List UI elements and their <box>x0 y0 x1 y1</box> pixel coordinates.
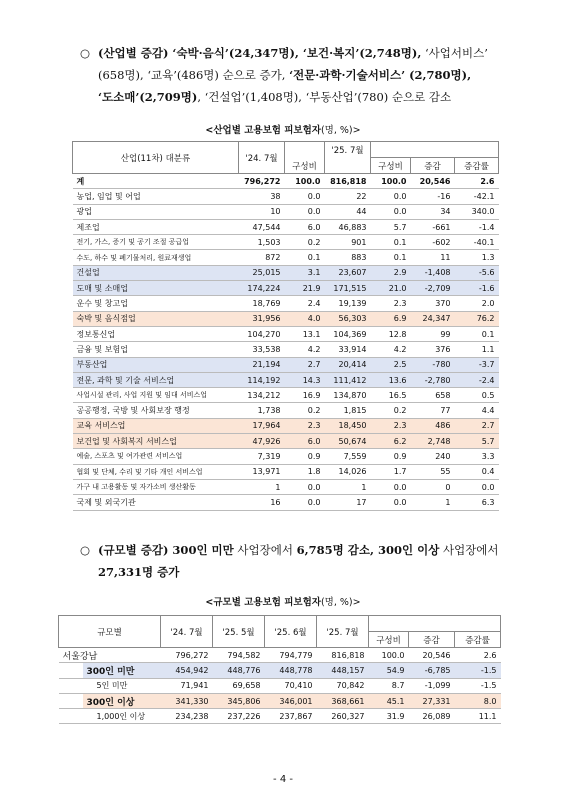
industry-cell: 운수 및 창고업 <box>73 296 239 311</box>
value-cell: 174,224 <box>239 281 285 296</box>
value-cell: 45.1 <box>369 693 409 708</box>
value-cell: 18,769 <box>239 296 285 311</box>
indent-cell <box>59 693 83 708</box>
industry-cell: 숙박 및 음식점업 <box>73 311 239 326</box>
value-cell: 77 <box>411 403 455 418</box>
table-row <box>59 709 501 724</box>
value-cell: 22 <box>325 189 371 204</box>
industry-cell: 금융 및 보험업 <box>73 342 239 357</box>
size-table-caption <box>0 594 566 608</box>
value-cell: 2.3 <box>371 418 411 433</box>
value-cell: -2,709 <box>411 281 455 296</box>
industry-cell: 협회 및 단체, 수리 및 기타 개인 서비스업 <box>73 464 239 479</box>
value-cell: 2.4 <box>285 296 325 311</box>
caption1-unit: (명, %)> <box>320 125 361 136</box>
industry-cell: 예술, 스포츠 및 여가관련 서비스업 <box>73 449 239 464</box>
value-cell: 794,582 <box>213 648 265 663</box>
value-cell: 14,026 <box>325 464 371 479</box>
industry-cell: 정보통신업 <box>73 326 239 341</box>
table-row <box>73 189 499 204</box>
value-cell: 6.0 <box>285 434 325 449</box>
value-cell: 0.0 <box>285 495 325 510</box>
value-cell: 4.0 <box>285 311 325 326</box>
value-cell: 24,347 <box>411 311 455 326</box>
value-cell: 21.0 <box>371 281 411 296</box>
value-cell: 0.2 <box>285 235 325 250</box>
value-cell: -2.4 <box>455 372 499 387</box>
value-cell: 1,503 <box>239 235 285 250</box>
value-cell: 12.8 <box>371 326 411 341</box>
value-cell: 1.1 <box>455 342 499 357</box>
value-cell: 99 <box>411 326 455 341</box>
table-row <box>73 311 499 326</box>
value-cell: 2.6 <box>455 174 499 189</box>
value-cell: 17,964 <box>239 418 285 433</box>
value-cell: 0 <box>411 479 455 494</box>
value-cell: 816,818 <box>317 648 369 663</box>
y24-header: '24. 7월 <box>239 142 285 174</box>
value-cell: -3.7 <box>455 357 499 372</box>
industry-cell: 가구 내 고용활동 및 자가소비 생산활동 <box>73 479 239 494</box>
table-row <box>59 663 501 678</box>
table-row <box>59 693 501 708</box>
table-row <box>73 495 499 510</box>
indent-cell <box>59 663 83 678</box>
value-cell: 38 <box>239 189 285 204</box>
size-header: 규모별 <box>59 616 161 648</box>
value-cell: 260,327 <box>317 709 369 724</box>
value-cell: 50,674 <box>325 434 371 449</box>
table-row <box>73 357 499 372</box>
table-row <box>73 434 499 449</box>
table-row <box>73 235 499 250</box>
value-cell: -780 <box>411 357 455 372</box>
value-cell: 341,330 <box>161 693 213 708</box>
value-cell: 883 <box>325 250 371 265</box>
value-cell: 2.3 <box>371 296 411 311</box>
value-cell: 55 <box>411 464 455 479</box>
value-cell: 0.5 <box>455 388 499 403</box>
value-cell: 1 <box>239 479 285 494</box>
industry-table <box>72 141 499 511</box>
value-cell: 47,926 <box>239 434 285 449</box>
value-cell: 6.2 <box>371 434 411 449</box>
value-cell: 54.9 <box>369 663 409 678</box>
value-cell: 21.9 <box>285 281 325 296</box>
value-cell: 0.4 <box>455 464 499 479</box>
value-cell: 376 <box>411 342 455 357</box>
value-cell: -1.6 <box>455 281 499 296</box>
value-cell: 0.1 <box>455 326 499 341</box>
industry-summary-paragraph <box>80 42 510 108</box>
value-cell: 0.0 <box>285 204 325 219</box>
value-cell: 448,778 <box>265 663 317 678</box>
value-cell: 104,369 <box>325 326 371 341</box>
value-cell: 0.0 <box>371 189 411 204</box>
value-cell: 171,515 <box>325 281 371 296</box>
caption2-unit: (명, %)> <box>320 597 361 608</box>
value-cell: 240 <box>411 449 455 464</box>
size-text-1a: (규모별 증감) 300인 미만 <box>98 543 234 557</box>
value-cell: 0.0 <box>285 189 325 204</box>
value-cell: 27,331 <box>409 693 455 708</box>
value-cell: 368,661 <box>317 693 369 708</box>
value-cell: 237,226 <box>213 709 265 724</box>
value-cell: -661 <box>411 219 455 234</box>
value-cell: 448,157 <box>317 663 369 678</box>
size-text-1b: 사업장에서 <box>233 543 297 557</box>
value-cell: 20,546 <box>411 174 455 189</box>
size-text-1d: 사업장에서 <box>439 543 499 557</box>
size-share-header: 구성비 <box>369 632 409 648</box>
value-cell: 56,303 <box>325 311 371 326</box>
size-cell: 300인 미만 <box>83 663 161 678</box>
table-row <box>73 342 499 357</box>
size-cell: 1,000인 이상 <box>83 709 161 724</box>
industry-text-1b: ‘사업서비스’ <box>421 46 488 60</box>
value-cell: 21,194 <box>239 357 285 372</box>
value-cell: 11 <box>411 250 455 265</box>
table-row <box>59 678 501 693</box>
value-cell: 2.0 <box>455 296 499 311</box>
value-cell: 0.2 <box>371 403 411 418</box>
table-row <box>73 281 499 296</box>
value-cell: 237,867 <box>265 709 317 724</box>
value-cell: -1,099 <box>409 678 455 693</box>
industry-cell: 도매 및 소매업 <box>73 281 239 296</box>
value-cell: 6.0 <box>285 219 325 234</box>
industry-text-3b: , ‘건설업’(1,408명), ‘부동산업’(780) 순으로 감소 <box>197 90 452 104</box>
share-header-24: 구성비 <box>285 142 325 174</box>
industry-cell: 교육 서비스업 <box>73 418 239 433</box>
value-cell: 34 <box>411 204 455 219</box>
value-cell: 2.7 <box>455 418 499 433</box>
value-cell: 104,270 <box>239 326 285 341</box>
table-row <box>73 449 499 464</box>
value-cell: 31,956 <box>239 311 285 326</box>
industry-cell: 수도, 하수 및 폐기물처리, 원료재생업 <box>73 250 239 265</box>
value-cell: 2.5 <box>371 357 411 372</box>
value-cell: 346,001 <box>265 693 317 708</box>
table-row <box>73 326 499 341</box>
value-cell: 100.0 <box>371 174 411 189</box>
industry-text-3a: ‘도소매’(2,709명) <box>98 90 198 104</box>
value-cell: 0.0 <box>371 495 411 510</box>
value-cell: 234,238 <box>161 709 213 724</box>
value-cell: 10 <box>239 204 285 219</box>
value-cell: 0.9 <box>371 449 411 464</box>
industry-cell: 광업 <box>73 204 239 219</box>
table-row <box>73 265 499 280</box>
value-cell: 658 <box>411 388 455 403</box>
value-cell: -1,408 <box>411 265 455 280</box>
industry-cell: 전문, 과학 및 기술 서비스업 <box>73 372 239 387</box>
table-row <box>73 296 499 311</box>
value-cell: 18,450 <box>325 418 371 433</box>
table-row <box>73 388 499 403</box>
c4-header: '25. 7월 <box>317 616 369 648</box>
value-cell: 33,538 <box>239 342 285 357</box>
value-cell: 1.7 <box>371 464 411 479</box>
value-cell: 71,941 <box>161 678 213 693</box>
value-cell: -42.1 <box>455 189 499 204</box>
table-row <box>73 204 499 219</box>
value-cell: 1 <box>325 479 371 494</box>
value-cell: 0.9 <box>285 449 325 464</box>
value-cell: 114,192 <box>239 372 285 387</box>
change-header: 증감 <box>411 158 455 174</box>
table-row <box>73 403 499 418</box>
value-cell: 901 <box>325 235 371 250</box>
value-cell: 6.3 <box>455 495 499 510</box>
c1-header: '24. 7월 <box>161 616 213 648</box>
value-cell: 4.4 <box>455 403 499 418</box>
value-cell: 7,559 <box>325 449 371 464</box>
industry-cell: 건설업 <box>73 265 239 280</box>
value-cell: 134,870 <box>325 388 371 403</box>
value-cell: 13.1 <box>285 326 325 341</box>
table-row <box>73 479 499 494</box>
industry-cell: 부동산업 <box>73 357 239 372</box>
value-cell: 20,414 <box>325 357 371 372</box>
value-cell: 1,815 <box>325 403 371 418</box>
value-cell: 0.1 <box>285 250 325 265</box>
value-cell: -40.1 <box>455 235 499 250</box>
value-cell: 16.5 <box>371 388 411 403</box>
size-change-header: 증감 <box>409 632 455 648</box>
industry-text-2: (658명), ‘교육’(486명) 순으로 증가, <box>98 68 290 82</box>
value-cell: 0.0 <box>371 204 411 219</box>
industry-cell: 사업시설 관리, 사업 지원 및 임대 서비스업 <box>73 388 239 403</box>
table-row <box>73 219 499 234</box>
value-cell: 1 <box>411 495 455 510</box>
indent-cell <box>59 678 83 693</box>
value-cell: 796,272 <box>239 174 285 189</box>
industry-cell: 전기, 가스, 증기 및 공기 조절 공급업 <box>73 235 239 250</box>
page-number: - 4 - <box>273 774 293 785</box>
caption2-title: <규모별 고용보험 피보험자 <box>205 597 321 608</box>
value-cell: 16 <box>239 495 285 510</box>
value-cell: 19,139 <box>325 296 371 311</box>
value-cell: 70,842 <box>317 678 369 693</box>
size-cell: 서울강남 <box>59 648 161 663</box>
value-cell: 345,806 <box>213 693 265 708</box>
value-cell: -2,780 <box>411 372 455 387</box>
value-cell: 31.9 <box>369 709 409 724</box>
value-cell: 100.0 <box>285 174 325 189</box>
value-cell: 454,942 <box>161 663 213 678</box>
value-cell: 17 <box>325 495 371 510</box>
value-cell: 25,015 <box>239 265 285 280</box>
value-cell: 794,779 <box>265 648 317 663</box>
value-cell: 4.2 <box>285 342 325 357</box>
value-cell: 46,883 <box>325 219 371 234</box>
value-cell: 5.7 <box>455 434 499 449</box>
value-cell: 8.7 <box>369 678 409 693</box>
value-cell: 796,272 <box>161 648 213 663</box>
industry-cell: 공공행정, 국방 및 사회보장 행정 <box>73 403 239 418</box>
value-cell: 23,607 <box>325 265 371 280</box>
value-cell: 16.9 <box>285 388 325 403</box>
value-cell: 1.3 <box>455 250 499 265</box>
value-cell: 0.0 <box>455 479 499 494</box>
size-summary-paragraph <box>80 539 510 583</box>
value-cell: 47,544 <box>239 219 285 234</box>
industry-table-caption <box>0 122 566 136</box>
value-cell: 0.1 <box>371 250 411 265</box>
industry-cell: 농업, 임업 및 어업 <box>73 189 239 204</box>
value-cell: -1.5 <box>455 663 501 678</box>
size-text-2: 27,331명 증가 <box>98 565 180 579</box>
value-cell: 20,546 <box>409 648 455 663</box>
value-cell: 6.9 <box>371 311 411 326</box>
value-cell: 76.2 <box>455 311 499 326</box>
value-cell: 44 <box>325 204 371 219</box>
value-cell: 0.0 <box>285 479 325 494</box>
value-cell: 486 <box>411 418 455 433</box>
industry-cell: 제조업 <box>73 219 239 234</box>
industry-increase-text: (산업별 증감) ‘숙박·음식’(24,347명), ‘보건·복지’(2,748명), <box>98 46 422 60</box>
table-row <box>59 648 501 663</box>
value-cell: 448,776 <box>213 663 265 678</box>
rate-header: 증감률 <box>455 158 499 174</box>
size-cell: 300인 이상 <box>83 693 161 708</box>
value-cell: 0.1 <box>371 235 411 250</box>
value-cell: 70,410 <box>265 678 317 693</box>
table-row <box>73 372 499 387</box>
value-cell: 100.0 <box>369 648 409 663</box>
c2-header: '25. 5월 <box>213 616 265 648</box>
value-cell: -16 <box>411 189 455 204</box>
caption1-title: <산업별 고용보험 피보험자 <box>205 125 321 136</box>
value-cell: 340.0 <box>455 204 499 219</box>
value-cell: 111,412 <box>325 372 371 387</box>
size-table <box>58 615 501 724</box>
value-cell: 69,658 <box>213 678 265 693</box>
table-row <box>73 174 499 189</box>
value-cell: 26,089 <box>409 709 455 724</box>
value-cell: 2.3 <box>285 418 325 433</box>
value-cell: 3.3 <box>455 449 499 464</box>
industry-cell: 국제 및 외국기관 <box>73 495 239 510</box>
size-cell: 5인 미만 <box>83 678 161 693</box>
industry-header: 산업(11차) 대분류 <box>73 142 239 174</box>
value-cell: 370 <box>411 296 455 311</box>
value-cell: 11.1 <box>455 709 501 724</box>
value-cell: 3.1 <box>285 265 325 280</box>
c3-header: '25. 6월 <box>265 616 317 648</box>
bullet-marker: ○ <box>80 46 91 60</box>
industry-cell: 계 <box>73 174 239 189</box>
value-cell: 8.0 <box>455 693 501 708</box>
value-cell: 1,738 <box>239 403 285 418</box>
value-cell: 0.2 <box>285 403 325 418</box>
value-cell: 1.8 <box>285 464 325 479</box>
value-cell: 33,914 <box>325 342 371 357</box>
size-rate-header: 증감률 <box>455 632 501 648</box>
table-row <box>73 418 499 433</box>
table-row <box>73 464 499 479</box>
value-cell: 2.6 <box>455 648 501 663</box>
industry-decrease-text: ‘전문·과학·기술서비스’ (2,780명), <box>289 68 472 82</box>
value-cell: 134,212 <box>239 388 285 403</box>
value-cell: -1.4 <box>455 219 499 234</box>
value-cell: 2.9 <box>371 265 411 280</box>
value-cell: -6,785 <box>409 663 455 678</box>
indent-cell <box>59 709 83 724</box>
value-cell: 13,971 <box>239 464 285 479</box>
value-cell: 872 <box>239 250 285 265</box>
value-cell: 0.0 <box>371 479 411 494</box>
y25-header: '25. 7월 <box>325 142 371 158</box>
value-cell: 7,319 <box>239 449 285 464</box>
value-cell: 2.7 <box>285 357 325 372</box>
size-text-1c: 6,785명 감소, 300인 이상 <box>296 543 440 557</box>
industry-cell: 보건업 및 사회복지 서비스업 <box>73 434 239 449</box>
value-cell: 4.2 <box>371 342 411 357</box>
value-cell: 14.3 <box>285 372 325 387</box>
value-cell: 5.7 <box>371 219 411 234</box>
share-header-25: 구성비 <box>371 158 411 174</box>
value-cell: 13.6 <box>371 372 411 387</box>
value-cell: -1.5 <box>455 678 501 693</box>
value-cell: 816,818 <box>325 174 371 189</box>
value-cell: 2,748 <box>411 434 455 449</box>
value-cell: -5.6 <box>455 265 499 280</box>
bullet-marker: ○ <box>80 543 91 557</box>
table-row <box>73 250 499 265</box>
value-cell: -602 <box>411 235 455 250</box>
